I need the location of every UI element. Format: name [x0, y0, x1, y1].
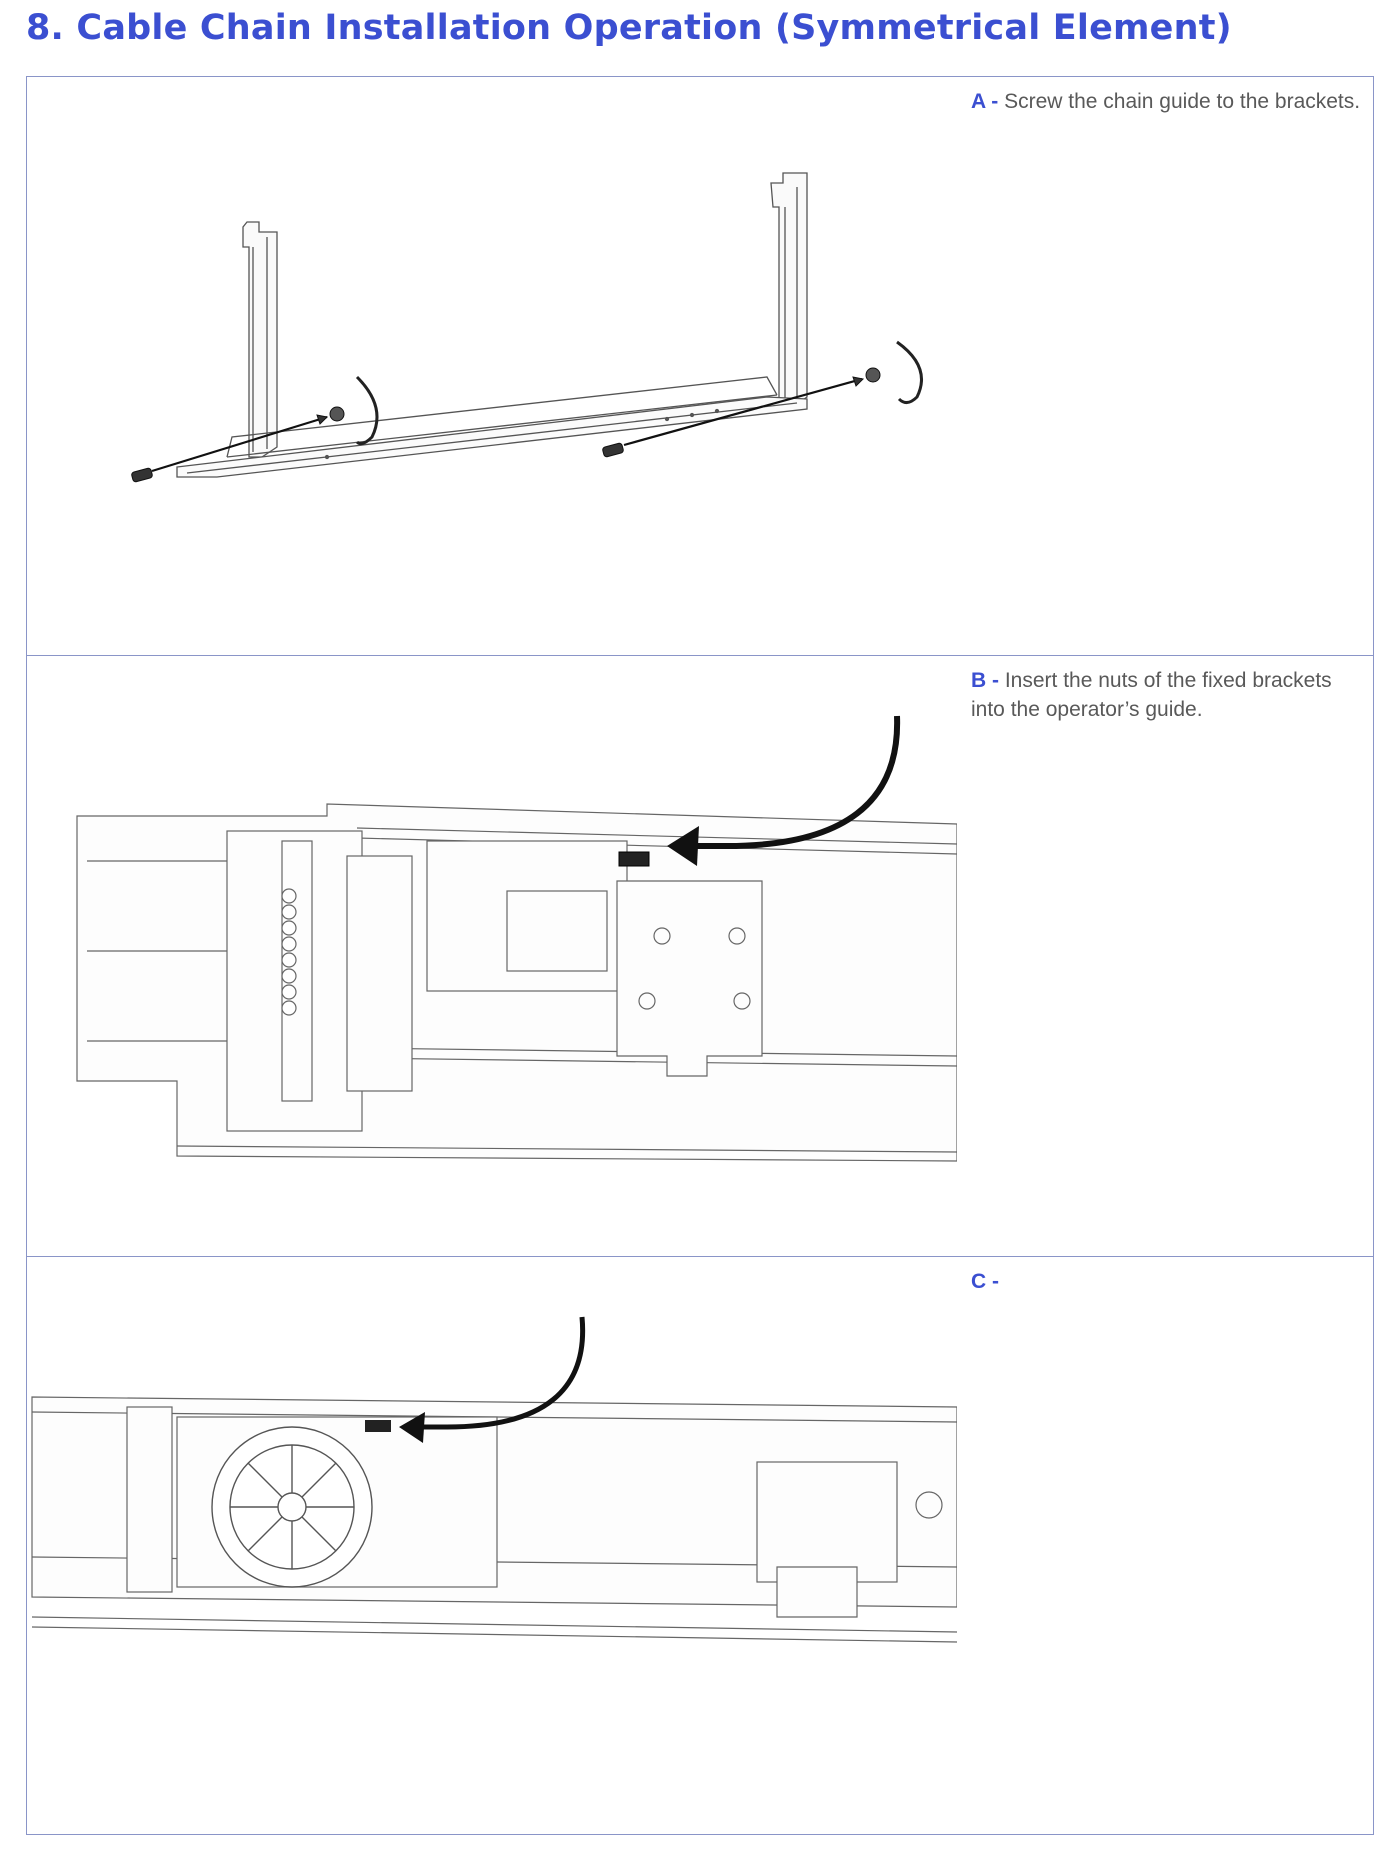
step-a-panel — [27, 77, 1373, 655]
operator-guide-nuts-illustration — [27, 656, 957, 1257]
step-b-text: Insert the nuts of the fixed brackets into the operator’s guide. — [971, 669, 1332, 721]
instruction-table — [26, 76, 1374, 1835]
chain-guide-brackets-illustration — [27, 77, 957, 655]
motor-guide-illustration — [27, 1257, 957, 1835]
step-b-instruction — [971, 666, 1361, 724]
step-b-letter: B - — [971, 669, 999, 692]
step-a-instruction — [971, 87, 1361, 116]
page-title: 8. Cable Chain Installation Operation (Symmetrical Element) — [26, 8, 1232, 48]
step-c-letter: C - — [971, 1270, 999, 1293]
step-c-instruction — [971, 1267, 1361, 1296]
step-c-panel — [27, 1256, 1373, 1834]
step-a-letter: A - — [971, 90, 999, 113]
step-b-panel — [27, 655, 1373, 1256]
step-a-text: Screw the chain guide to the brackets. — [1004, 90, 1361, 113]
